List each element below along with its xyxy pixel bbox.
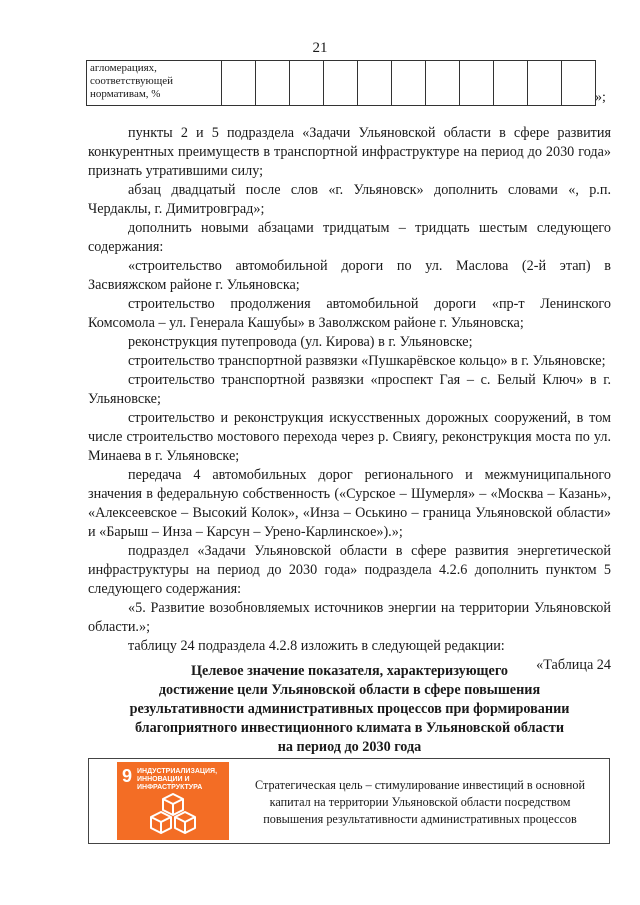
sdg-title xyxy=(137,768,217,792)
paragraph: строительство продолжения автомобильной дороги «пр-т Ленинского Комсомола – ул. Генерала Кашубы» в Заволжском районе г. Ульяновска; xyxy=(88,296,611,331)
paragraph: пункты 2 и 5 подраздела «Задачи Ульяновской области в сфере развития конкурентных преимуществ в транспортной инфраструктуре на период до 2030 года» признать утратившими силу; xyxy=(88,125,611,179)
table-cell xyxy=(222,61,256,106)
table-cell xyxy=(392,61,426,106)
strategic-goal-text xyxy=(239,777,601,828)
paragraph: «строительство автомобильной дороги по ул. Маслова (2-й этап) в Засвияжском районе г. Ульяновска; xyxy=(88,258,611,293)
table-cell xyxy=(290,61,324,106)
paragraph: таблицу 24 подраздела 4.2.8 изложить в следующей редакции: xyxy=(128,638,505,654)
page-number: 21 xyxy=(312,40,328,56)
table-cell xyxy=(494,61,528,106)
strategy-line: Стратегическая цель – стимулирование инвестиций в основной xyxy=(255,778,585,792)
paragraph: абзац двадцатый после слов «г. Ульяновск» дополнить словами «, р.п. Чердаклы, г. Димитровград»; xyxy=(88,182,611,217)
sdg-title-line: ИННОВАЦИИ И xyxy=(137,776,190,783)
table-cell xyxy=(358,61,392,106)
heading-line: благоприятного инвестиционного климата в Ульяновской области xyxy=(134,720,565,736)
indicator-label-line: соответствующей xyxy=(90,75,173,87)
strategy-line: повышения результативности административных процессов xyxy=(263,812,577,826)
paragraph: строительство транспортной развязки «Пушкарёвское кольцо» в г. Ульяновске; xyxy=(128,353,606,369)
table-cell xyxy=(324,61,358,106)
sdg-9-logo xyxy=(117,762,229,840)
heading-line: Целевое значение показателя, характеризующего xyxy=(190,663,508,679)
table-cell xyxy=(426,61,460,106)
table-heading xyxy=(88,662,611,757)
strategic-goal-box xyxy=(88,758,610,844)
strategy-line: капитал на территории Ульяновской области посредством xyxy=(269,795,571,809)
sdg-title-line: ИНФРАСТРУКТУРА xyxy=(137,784,203,791)
heading-line: достижение цели Ульяновской области в сфере повышения xyxy=(158,682,541,698)
indicator-label-cell xyxy=(87,61,222,106)
paragraph: дополнить новыми абзацами тридцатым – тридцать шестым следующего содержания: xyxy=(88,220,611,255)
indicator-label-line: агломерациях, xyxy=(90,62,157,74)
sdg-title-line: ИНДУСТРИАЛИЗАЦИЯ, xyxy=(137,768,218,775)
heading-line: результативности административных процессов при формировании xyxy=(129,701,570,717)
indicator-table-fragment xyxy=(86,60,596,106)
table-cell xyxy=(562,61,596,106)
paragraph: «5. Развитие возобновляемых источников энергии на территории Ульяновской области.»; xyxy=(88,600,611,635)
paragraph: реконструкция путепровода (ул. Кирова) в г. Ульяновске; xyxy=(128,334,473,350)
document-body xyxy=(88,124,611,675)
indicator-label-line: нормативам, % xyxy=(90,88,161,100)
sdg-number: 9 xyxy=(122,766,133,786)
table-cell xyxy=(460,61,494,106)
heading-line: на период до 2030 года xyxy=(277,739,422,755)
paragraph: строительство транспортной развязки «проспект Гая – с. Белый Ключ» в г. Ульяновске; xyxy=(88,372,611,407)
cubes-icon xyxy=(147,792,199,836)
table-reference: «Таблица 24 xyxy=(536,657,611,673)
paragraph: подраздел «Задачи Ульяновской области в сфере развития энергетической инфраструктуры на период до 2030 года» подраздела 4.2.6 дополнить пунктом 5 следующего содержания: xyxy=(88,543,611,597)
paragraph: строительство и реконструкция искусственных дорожных сооружений, в том числе строительство мостового перехода через р. Свиягу, реконструкция моста по ул. Минаева в г. Ульяновске; xyxy=(88,410,611,464)
table-closing-mark: »; xyxy=(595,90,606,105)
paragraph: передача 4 автомобильных дорог регионального и межмуниципального значения в федеральную собственность («Сурское – Шумерля» – «Москва – Казань», «Алексеевское – Высокий Колок», «Инза – Оськино – граница Ульяновской области» и «Барыш – Инза – Карсун – Урено-Карлинское»).»; xyxy=(88,467,611,540)
table-cell xyxy=(256,61,290,106)
table-cell xyxy=(528,61,562,106)
